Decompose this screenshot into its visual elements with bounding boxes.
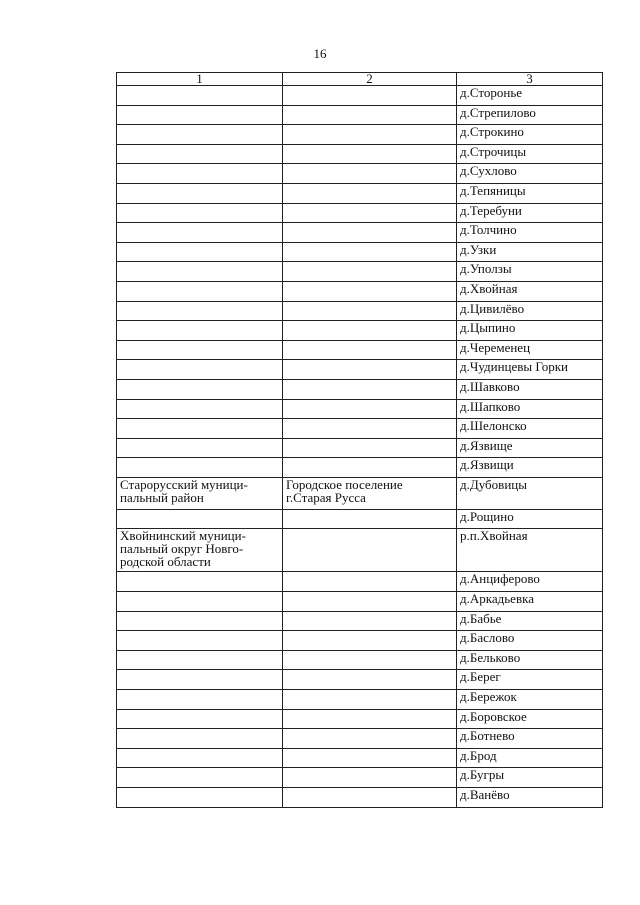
header-row — [117, 73, 603, 86]
locality-cell: д.Ботнево — [457, 729, 603, 749]
district-cell — [117, 183, 283, 203]
table-row — [117, 611, 603, 631]
settlement-cell — [283, 650, 457, 670]
district-cell — [117, 360, 283, 380]
district-cell: Старорусский муници- пальный район — [117, 477, 283, 509]
table-row — [117, 529, 603, 572]
locality-cell: д.Цивилёво — [457, 301, 603, 321]
table-row — [117, 572, 603, 592]
district-cell — [117, 509, 283, 529]
settlement-cell — [283, 242, 457, 262]
table-row — [117, 86, 603, 106]
district-cell — [117, 321, 283, 341]
locality-cell: д.Баслово — [457, 631, 603, 651]
table-row — [117, 281, 603, 301]
settlement-cell — [283, 670, 457, 690]
table-row — [117, 242, 603, 262]
locality-cell: д.Строчицы — [457, 144, 603, 164]
locality-cell: р.п.Хвойная — [457, 529, 603, 572]
settlements-table — [116, 72, 603, 808]
district-cell: Хвойнинский муници- пальный округ Новго- родской области — [117, 529, 283, 572]
table-header — [117, 73, 603, 86]
locality-cell: д.Ванёво — [457, 788, 603, 808]
table-row — [117, 729, 603, 749]
settlement-cell — [283, 572, 457, 592]
table-row — [117, 223, 603, 243]
table-row — [117, 592, 603, 612]
district-cell — [117, 223, 283, 243]
locality-cell: д.Дубовицы — [457, 477, 603, 509]
locality-cell: д.Строкино — [457, 125, 603, 145]
settlement-cell — [283, 611, 457, 631]
locality-cell: д.Сторонье — [457, 86, 603, 106]
locality-cell: д.Берег — [457, 670, 603, 690]
settlement-cell — [283, 690, 457, 710]
table-row — [117, 419, 603, 439]
table-row — [117, 458, 603, 478]
table-row — [117, 321, 603, 341]
table-row — [117, 768, 603, 788]
table-body — [117, 86, 603, 808]
settlement-cell — [283, 183, 457, 203]
settlement-cell — [283, 709, 457, 729]
district-cell — [117, 301, 283, 321]
district-cell — [117, 86, 283, 106]
district-cell — [117, 438, 283, 458]
district-cell — [117, 242, 283, 262]
column-header-2: 2 — [283, 73, 457, 86]
table-row — [117, 631, 603, 651]
table-row — [117, 262, 603, 282]
district-cell — [117, 690, 283, 710]
locality-cell: д.Бабье — [457, 611, 603, 631]
locality-cell: д.Толчино — [457, 223, 603, 243]
locality-cell: д.Сухлово — [457, 164, 603, 184]
table-row — [117, 164, 603, 184]
table-row — [117, 301, 603, 321]
table-row — [117, 748, 603, 768]
settlement-cell — [283, 788, 457, 808]
district-cell — [117, 729, 283, 749]
locality-cell: д.Шапково — [457, 399, 603, 419]
settlement-cell — [283, 281, 457, 301]
district-cell — [117, 611, 283, 631]
settlement-cell — [283, 321, 457, 341]
page-number: 16 — [313, 46, 327, 61]
settlement-cell — [283, 379, 457, 399]
settlement-cell — [283, 360, 457, 380]
settlement-cell — [283, 509, 457, 529]
table-row — [117, 670, 603, 690]
locality-cell: д.Шавково — [457, 379, 603, 399]
table-row — [117, 788, 603, 808]
settlement-cell — [283, 125, 457, 145]
locality-cell: д.Стрепилово — [457, 105, 603, 125]
table-row — [117, 438, 603, 458]
settlement-cell — [283, 164, 457, 184]
locality-cell: д.Язвище — [457, 438, 603, 458]
settlement-cell — [283, 458, 457, 478]
settlement-cell — [283, 262, 457, 282]
district-cell — [117, 379, 283, 399]
table-row — [117, 477, 603, 509]
table-row — [117, 105, 603, 125]
district-cell — [117, 788, 283, 808]
district-cell — [117, 748, 283, 768]
locality-cell: д.Бережок — [457, 690, 603, 710]
settlement-cell — [283, 144, 457, 164]
district-cell — [117, 670, 283, 690]
district-cell — [117, 164, 283, 184]
table-row — [117, 650, 603, 670]
locality-cell: д.Чудинцевы Горки — [457, 360, 603, 380]
district-cell — [117, 144, 283, 164]
locality-cell: д.Узки — [457, 242, 603, 262]
settlement-cell — [283, 399, 457, 419]
district-cell — [117, 592, 283, 612]
settlement-cell — [283, 419, 457, 439]
district-cell — [117, 572, 283, 592]
district-cell — [117, 281, 283, 301]
table-row — [117, 183, 603, 203]
locality-cell: д.Бугры — [457, 768, 603, 788]
locality-cell: д.Аркадьевка — [457, 592, 603, 612]
settlement-cell — [283, 729, 457, 749]
locality-cell: д.Цыпино — [457, 321, 603, 341]
locality-cell: д.Шелонско — [457, 419, 603, 439]
locality-cell: д.Боровское — [457, 709, 603, 729]
locality-cell: д.Череменец — [457, 340, 603, 360]
table-row — [117, 709, 603, 729]
table-row — [117, 203, 603, 223]
settlement-cell — [283, 592, 457, 612]
settlement-cell — [283, 340, 457, 360]
locality-cell: д.Язвищи — [457, 458, 603, 478]
table-row — [117, 379, 603, 399]
locality-cell: д.Рощино — [457, 509, 603, 529]
settlement-cell — [283, 438, 457, 458]
district-cell — [117, 631, 283, 651]
column-header-3: 3 — [457, 73, 603, 86]
table-row — [117, 340, 603, 360]
settlement-cell — [283, 768, 457, 788]
settlement-cell: Городское поселение г.Старая Русса — [283, 477, 457, 509]
district-cell — [117, 105, 283, 125]
table-row — [117, 399, 603, 419]
district-cell — [117, 768, 283, 788]
district-cell — [117, 340, 283, 360]
district-cell — [117, 709, 283, 729]
locality-cell: д.Хвойная — [457, 281, 603, 301]
table-row — [117, 144, 603, 164]
locality-cell: д.Уползы — [457, 262, 603, 282]
settlement-cell — [283, 105, 457, 125]
settlement-cell — [283, 748, 457, 768]
locality-cell: д.Бельково — [457, 650, 603, 670]
settlement-cell — [283, 86, 457, 106]
table-row — [117, 360, 603, 380]
district-cell — [117, 125, 283, 145]
locality-cell: д.Брод — [457, 748, 603, 768]
district-cell — [117, 203, 283, 223]
table-row — [117, 125, 603, 145]
column-header-1: 1 — [117, 73, 283, 86]
district-cell — [117, 458, 283, 478]
table-row — [117, 690, 603, 710]
district-cell — [117, 262, 283, 282]
locality-cell: д.Теребуни — [457, 203, 603, 223]
district-cell — [117, 399, 283, 419]
settlement-cell — [283, 631, 457, 651]
settlement-cell — [283, 301, 457, 321]
district-cell — [117, 650, 283, 670]
table-row — [117, 509, 603, 529]
settlement-cell — [283, 203, 457, 223]
settlement-cell — [283, 223, 457, 243]
locality-cell: д.Анциферово — [457, 572, 603, 592]
district-cell — [117, 419, 283, 439]
settlement-cell — [283, 529, 457, 572]
locality-cell: д.Тепяницы — [457, 183, 603, 203]
